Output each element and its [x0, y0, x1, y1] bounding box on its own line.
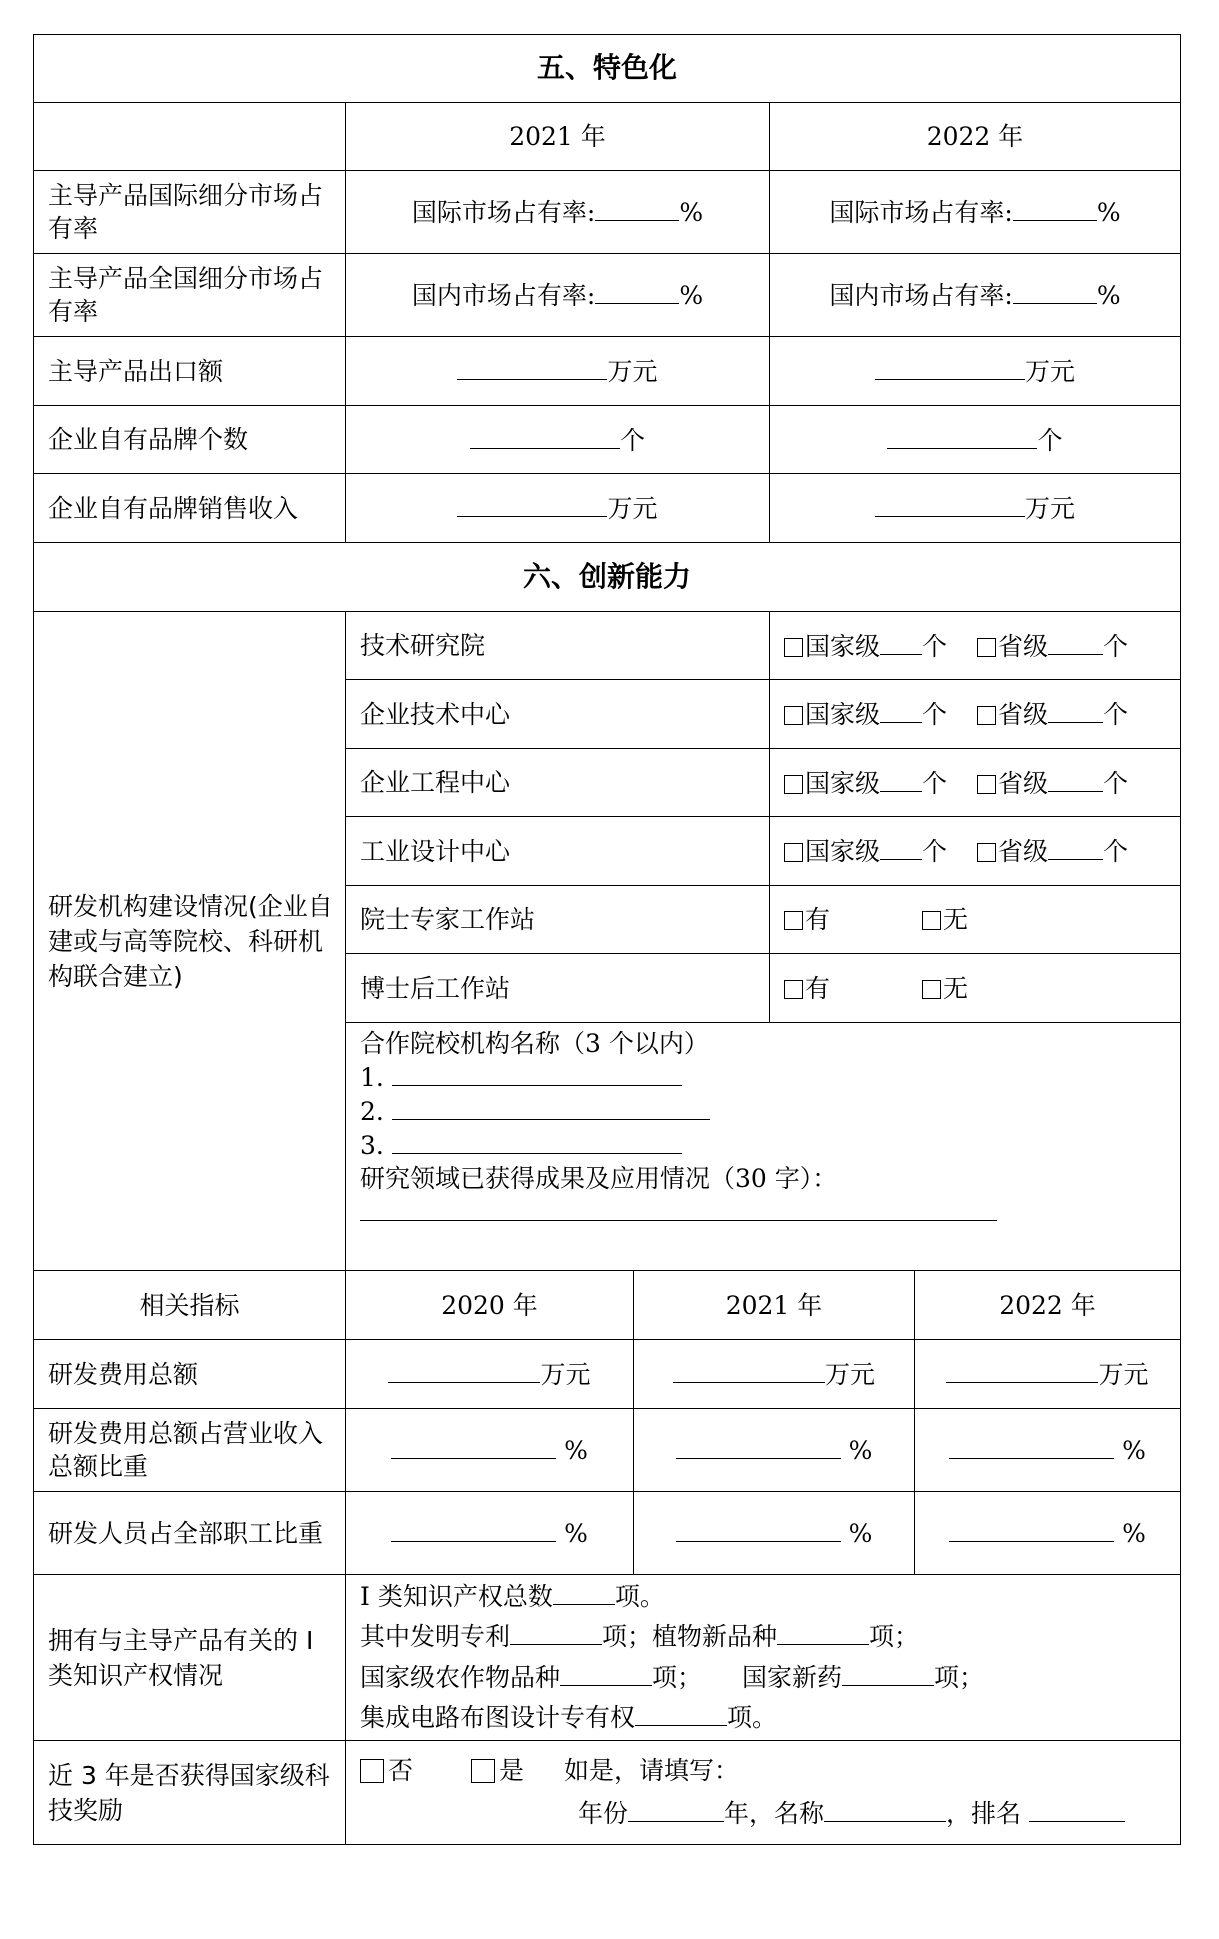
brand-revenue-2022-blank[interactable] — [875, 491, 1025, 517]
ip-text: 其中发明专利 — [360, 1622, 511, 1651]
org-name: 博士后工作站 — [346, 954, 770, 1023]
ind-header-2021: 2021 年 — [634, 1271, 915, 1340]
checkbox-national[interactable] — [784, 638, 803, 657]
rd-staff-label: 研发人员占全部职工比重 — [34, 1492, 346, 1575]
percent-unit: % — [1122, 1519, 1146, 1548]
rd-total-2021[interactable] — [634, 1340, 915, 1409]
award-details — [346, 1741, 1181, 1845]
checkbox-provincial[interactable] — [977, 775, 996, 794]
ip-text: 项； — [652, 1662, 703, 1692]
intl-share-prefix: 国际市场占有率: — [829, 198, 1013, 227]
new-drug-blank[interactable] — [842, 1660, 934, 1686]
org-name: 技术研究院 — [346, 612, 770, 680]
intl-share-prefix: 国际市场占有率: — [411, 198, 596, 227]
partner-num: 2. — [360, 1097, 384, 1126]
wanyuan-unit: 万元 — [607, 494, 658, 523]
ip-text: 集成电路布图设计专有权 — [360, 1703, 636, 1732]
award-name-blank[interactable] — [824, 1796, 946, 1822]
brand-count-2021-blank[interactable] — [470, 423, 620, 449]
intl-share-label: 主导产品国际细分市场占有率 — [34, 171, 346, 254]
ip-text: 国家新药 — [742, 1662, 843, 1692]
rd-ratio-2021-blank[interactable] — [676, 1433, 841, 1459]
award-line-2 — [360, 1793, 1180, 1836]
award-line-1 — [360, 1750, 1180, 1793]
yes-award-label: 是 — [499, 1756, 525, 1785]
export-2022[interactable] — [770, 337, 1181, 406]
brand-count-2022[interactable] — [770, 406, 1181, 474]
rd-total-2020[interactable] — [346, 1340, 634, 1409]
ip-label: 拥有与主导产品有关的 I 类知识产权情况 — [34, 1575, 346, 1741]
percent-unit: % — [1122, 1436, 1146, 1465]
ge-unit: 个 — [1103, 631, 1129, 661]
percent-unit: % — [848, 1436, 873, 1465]
provincial-label: 省级 — [998, 631, 1049, 661]
rd-staff-2021[interactable] — [634, 1492, 915, 1575]
provincial-count-blank[interactable] — [1048, 629, 1103, 655]
section-5-title: 五、特色化 — [34, 35, 1181, 103]
export-2022-blank[interactable] — [875, 354, 1025, 380]
ip-text: 项。 — [614, 1581, 665, 1611]
provincial-count-blank[interactable] — [1048, 766, 1103, 792]
provincial-count-blank[interactable] — [1048, 697, 1103, 723]
checkbox-provincial[interactable] — [977, 638, 996, 657]
rd-total-2022-blank[interactable] — [946, 1357, 1098, 1383]
rd-total-2022[interactable] — [915, 1340, 1181, 1409]
checkbox-yes-award[interactable] — [471, 1759, 495, 1783]
award-instruction: 如是，请填写： — [564, 1756, 740, 1785]
percent-unit: % — [1096, 281, 1121, 310]
wanyuan-unit: 万元 — [1098, 1360, 1149, 1389]
national-count-blank[interactable] — [880, 834, 922, 860]
award-name-label: 年，名称 — [724, 1798, 825, 1828]
org-name: 工业设计中心 — [346, 817, 770, 886]
provincial-label: 省级 — [998, 837, 1049, 866]
checkbox-yes[interactable] — [784, 911, 803, 930]
org-level-options[interactable] — [770, 612, 1181, 680]
checkbox-no-award[interactable] — [360, 1759, 384, 1783]
national-label: 国家级 — [805, 768, 881, 798]
ge-unit: 个 — [922, 768, 948, 798]
ip-text: 项； — [934, 1662, 985, 1692]
brand-revenue-2021[interactable] — [346, 474, 770, 543]
rd-institution-label: 研发机构建设情况(企业自建或与高等院校、科研机构联合建立) — [34, 612, 346, 1271]
checkbox-no[interactable] — [922, 980, 941, 999]
checkbox-national[interactable] — [784, 706, 803, 725]
ic-layout-blank[interactable] — [635, 1700, 727, 1726]
no-label: 无 — [943, 905, 969, 934]
percent-unit: % — [1096, 198, 1121, 227]
dom-share-prefix: 国内市场占有率: — [411, 281, 596, 310]
percent-unit: % — [848, 1519, 873, 1548]
checkbox-provincial[interactable] — [977, 706, 996, 725]
ip-line-2 — [360, 1617, 1180, 1658]
partner-2-blank[interactable] — [392, 1094, 710, 1120]
plant-variety-blank[interactable] — [777, 1619, 869, 1645]
brand-count-2021[interactable] — [346, 406, 770, 474]
partner-title: 合作院校机构名称（3 个以内） — [360, 1029, 709, 1058]
national-count-blank[interactable] — [880, 766, 922, 792]
org-name: 企业技术中心 — [346, 680, 770, 749]
ge-unit: 个 — [922, 837, 948, 866]
brand-revenue-2021-blank[interactable] — [457, 491, 607, 517]
percent-unit: % — [564, 1519, 588, 1548]
ge-unit: 个 — [1103, 768, 1129, 798]
ge-unit: 个 — [619, 425, 645, 455]
yes-label: 有 — [805, 973, 831, 1003]
section-6-title: 六、创新能力 — [34, 543, 1181, 612]
wanyuan-unit: 万元 — [1024, 494, 1075, 523]
partner-num: 1. — [360, 1063, 384, 1092]
no-award-label: 否 — [388, 1756, 414, 1785]
award-rank-label: ，排名 — [946, 1798, 1022, 1828]
rd-staff-2021-blank[interactable] — [676, 1516, 841, 1542]
ge-unit: 个 — [1037, 425, 1063, 455]
award-label: 近 3 年是否获得国家级科技奖励 — [34, 1741, 346, 1845]
percent-unit: % — [679, 281, 704, 310]
ip-details — [346, 1575, 1181, 1741]
national-label: 国家级 — [805, 700, 881, 729]
s5-header-2022: 2022 年 — [770, 103, 1181, 171]
yes-label: 有 — [805, 905, 831, 934]
indicators-header: 相关指标 — [34, 1271, 346, 1340]
wanyuan-unit: 万元 — [607, 357, 658, 386]
application-form-table — [33, 34, 1181, 1845]
rd-total-2021-blank[interactable] — [673, 1357, 825, 1383]
award-year-label: 年份 — [578, 1798, 629, 1828]
ip-total-blank[interactable] — [553, 1579, 615, 1605]
partner-line-2 — [360, 1094, 1180, 1128]
checkbox-national[interactable] — [784, 775, 803, 794]
brand-count-2022-blank[interactable] — [887, 423, 1037, 449]
org-level-options[interactable] — [770, 749, 1181, 817]
ip-text: I 类知识产权总数 — [360, 1581, 553, 1611]
rd-ratio-2022[interactable] — [915, 1409, 1181, 1492]
provincial-label: 省级 — [998, 700, 1049, 729]
percent-unit: % — [564, 1436, 588, 1465]
org-name: 企业工程中心 — [346, 749, 770, 817]
s5-header-2021: 2021 年 — [346, 103, 770, 171]
partner-num: 3. — [360, 1131, 384, 1160]
rd-ratio-2020-blank[interactable] — [391, 1433, 556, 1459]
rd-ratio-2022-blank[interactable] — [949, 1433, 1114, 1459]
org-level-options[interactable] — [770, 680, 1181, 749]
rd-staff-2022-blank[interactable] — [949, 1516, 1114, 1542]
intl-share-2022[interactable] — [770, 171, 1181, 254]
achievement-label: 研究领域已获得成果及应用情况（30 字）： — [360, 1164, 838, 1193]
checkbox-no[interactable] — [922, 911, 941, 930]
dom-share-2021[interactable] — [346, 254, 770, 337]
org-level-options[interactable] — [770, 817, 1181, 886]
rd-ratio-label: 研发费用总额占营业收入总额比重 — [34, 1409, 346, 1492]
ge-unit: 个 — [1103, 837, 1129, 866]
ge-unit: 个 — [1103, 700, 1129, 729]
org-name: 院士专家工作站 — [346, 886, 770, 954]
rd-ratio-2021[interactable] — [634, 1409, 915, 1492]
wanyuan-unit: 万元 — [824, 1360, 875, 1389]
rd-staff-2020[interactable] — [346, 1492, 634, 1575]
checkbox-provincial[interactable] — [977, 843, 996, 862]
ind-header-2022: 2022 年 — [915, 1271, 1181, 1340]
export-label: 主导产品出口额 — [34, 337, 346, 406]
wanyuan-unit: 万元 — [540, 1360, 591, 1389]
ge-unit: 个 — [922, 631, 948, 661]
partner-line-1 — [360, 1060, 1180, 1094]
intl-share-2022-blank[interactable] — [1013, 195, 1097, 221]
ip-text: 项。 — [727, 1703, 778, 1732]
partner-3-blank[interactable] — [392, 1128, 682, 1154]
checkbox-national[interactable] — [784, 843, 803, 862]
rd-staff-2020-blank[interactable] — [391, 1516, 556, 1542]
export-2021[interactable] — [346, 337, 770, 406]
ip-line-1 — [360, 1577, 1180, 1618]
intl-share-2021-blank[interactable] — [595, 195, 679, 221]
national-label: 国家级 — [805, 837, 881, 866]
ge-unit: 个 — [922, 700, 948, 729]
s5-header-blank — [34, 103, 346, 171]
provincial-count-blank[interactable] — [1048, 834, 1103, 860]
checkbox-yes[interactable] — [784, 980, 803, 999]
brand-revenue-label: 企业自有品牌销售收入 — [34, 474, 346, 543]
ip-line-4 — [360, 1698, 1180, 1739]
ip-text: 项； — [869, 1622, 920, 1651]
national-count-blank[interactable] — [880, 697, 922, 723]
dom-share-2022[interactable] — [770, 254, 1181, 337]
dom-share-2022-blank[interactable] — [1013, 278, 1097, 304]
partner-line-3 — [360, 1128, 1180, 1162]
achievement-line — [360, 1195, 1180, 1229]
ind-header-2020: 2020 年 — [346, 1271, 634, 1340]
dom-share-prefix: 国内市场占有率: — [829, 281, 1013, 310]
invention-patent-blank[interactable] — [510, 1619, 602, 1645]
rd-total-label: 研发费用总额 — [34, 1340, 346, 1409]
dom-share-2021-blank[interactable] — [595, 278, 679, 304]
yes-no-options[interactable] — [770, 954, 1181, 1023]
brand-count-label: 企业自有品牌个数 — [34, 406, 346, 474]
national-count-blank[interactable] — [880, 629, 922, 655]
award-year-blank[interactable] — [628, 1796, 724, 1822]
dom-share-label: 主导产品全国细分市场占有率 — [34, 254, 346, 337]
crop-variety-blank[interactable] — [560, 1660, 652, 1686]
rd-ratio-2020[interactable] — [346, 1409, 634, 1492]
partner-section — [346, 1023, 1181, 1271]
wanyuan-unit: 万元 — [1024, 357, 1075, 386]
achievement-blank[interactable] — [360, 1195, 997, 1221]
partner-1-blank[interactable] — [392, 1060, 682, 1086]
export-2021-blank[interactable] — [457, 354, 607, 380]
provincial-label: 省级 — [998, 768, 1049, 798]
rd-staff-2022[interactable] — [915, 1492, 1181, 1575]
no-label: 无 — [943, 973, 969, 1003]
brand-revenue-2022[interactable] — [770, 474, 1181, 543]
rd-total-2020-blank[interactable] — [388, 1357, 540, 1383]
award-rank-blank[interactable] — [1029, 1796, 1125, 1822]
ip-line-3 — [360, 1658, 1180, 1699]
yes-no-options[interactable] — [770, 886, 1181, 954]
national-label: 国家级 — [805, 631, 881, 661]
ip-text: 项；植物新品种 — [602, 1622, 778, 1651]
intl-share-2021[interactable] — [346, 171, 770, 254]
ip-text: 国家级农作物品种 — [360, 1662, 561, 1692]
percent-unit: % — [679, 198, 704, 227]
